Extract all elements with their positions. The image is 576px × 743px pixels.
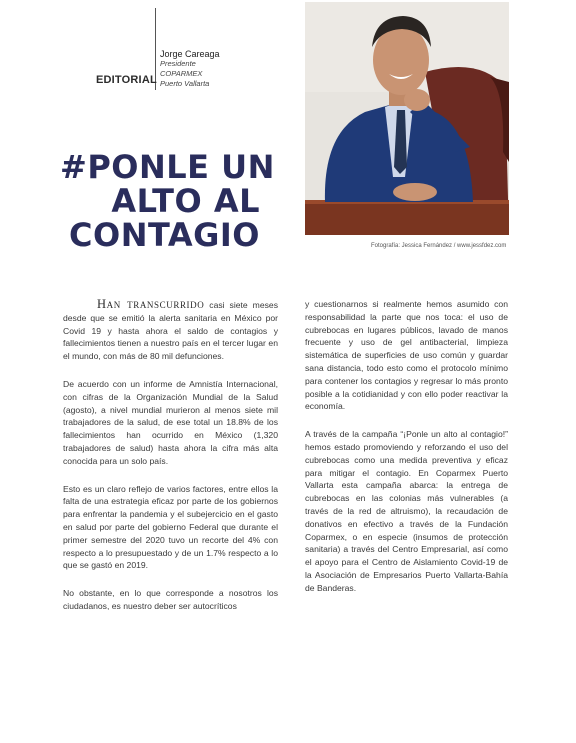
author-role: Presidente [160,59,196,68]
headline-line-3: CONTAGIO [69,216,260,254]
author-photo [305,2,509,235]
paragraph-1-text: casi siete meses desde que se emitió la alerta sanitaria en México por Covid 19 y hasta ahora el saldo de contagios y fallecimientos tienen a nuestro país en el tercer lugar en el mundo, con más de 80 mil defunciones. [63,300,278,362]
photo-credit: Fotografía: Jessica Fernández / www.jessfdez.com [371,243,507,249]
section-label: EDITORIAL [96,74,157,86]
body-column-left [63,298,278,628]
author-location: Puerto Vallarta [160,79,210,88]
lead-words: Han transcurrido [97,297,205,311]
headline-line-2: ALTO AL [111,182,260,220]
paragraph-2: De acuerdo con un informe de Amnistía Internacional, con cifras de la Organización Mundial de la Salud (agosto), a nivel mundial murieron al menos siete mil trabajadores de la salud, de ese total un 18.8% de los fallecimientos han ocurrido en México (1,320 trabajadores de salud) hasta ahora la cifra más alta conocida para un solo país. [63,378,278,466]
headline [60,148,275,254]
author-block [160,49,220,89]
author-name: Jorge Careaga [160,49,220,59]
paragraph-5: y cuestionarnos si realmente hemos asumido con responsabilidad la parte que nos toca: el uso de cubrebocas en lugares públicos, lavado de manos frecuente y uso de gel antibacterial, limpieza sistemática de superficies de uso común y guardar sana distancia, todo esto como el protocolo mínimo para contener los contagios y regresar lo más pronto posible a la cotidianidad y con ello poder reactivar la economía. [305,299,508,412]
paragraph-4: No obstante, en lo que corresponde a nosotros los ciudadanos, es nuestro deber ser autocríticos [63,588,278,611]
paragraph-1 [63,298,278,363]
headline-line-1: #PONLE UN [60,148,275,186]
author-org: COPARMEX [160,69,203,78]
paragraph-6: A través de la campaña “¡Ponle un alto al contagio!” hemos estado promoviendo y reforzando el uso del cubrebocas como una medida preventiva y eficaz para mitigar el contagio. En Coparmex Puerto Vallarta esta campaña abarca: la entrega de cubrebocas en las colonias más vulnerables (a través de la red de altruismo), la recaudación de donativos en efectivo a través de la Fundación Coparmex, o en especie (insumos de protección sanitaria) a través del Centro Empresarial, así como el apoyo para el Centro de Aislamiento Covid-19 de la Asociación de Empresarios Puerto Vallarta-Bahía de Banderas. [305,429,508,593]
paragraph-3: Esto es un claro reflejo de varios factores, entre ellos la falta de una estrategia eficaz por parte de los gobiernos para enfrentar la pandemia y el subejercicio en el gasto en salud por parte del gobierno Federal que durante el primer semestre del 2020 tuvo un recorte del 4% con respecto a lo presupuestado y de un 1.7% respecto a lo que se gastó en 2019. [63,483,278,571]
body-column-right [305,298,508,610]
